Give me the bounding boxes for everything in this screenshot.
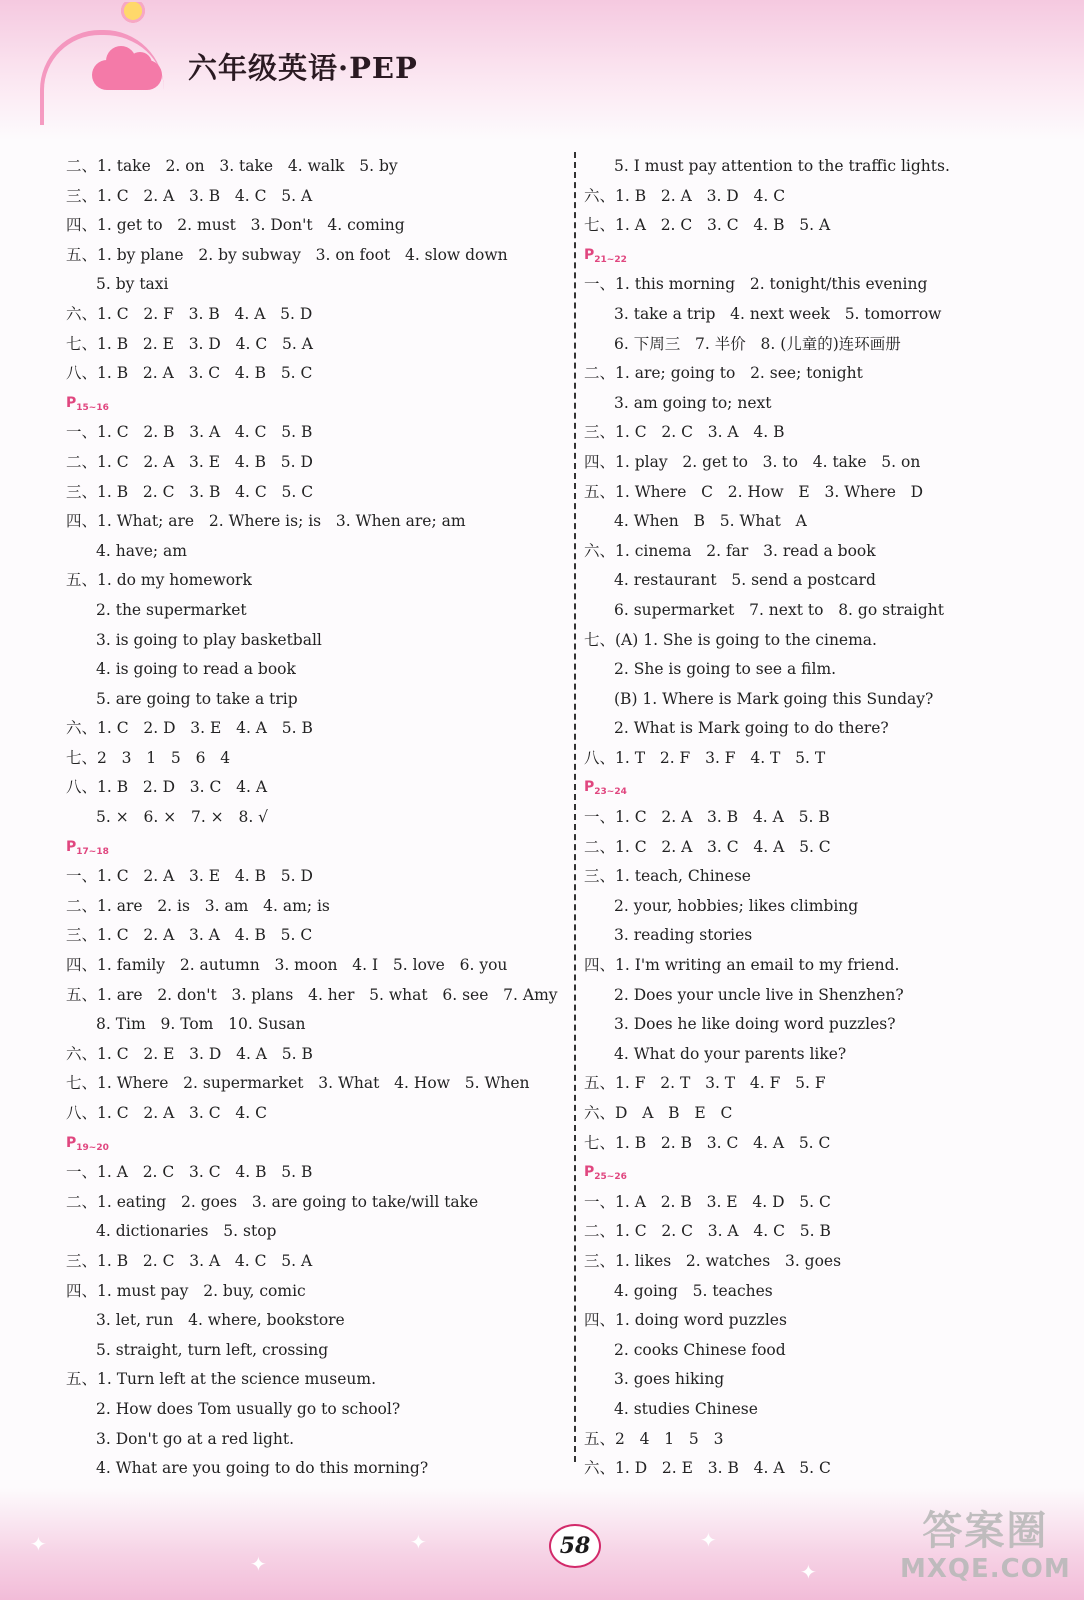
page-number: 58 <box>549 1524 601 1568</box>
answer-line: 4. studies Chinese <box>614 1399 758 1418</box>
answer-line: 3. reading stories <box>614 926 753 945</box>
answer-line: 2. Does your uncle live in Shenzhen? <box>614 985 904 1004</box>
watermark-logo <box>900 1508 1071 1584</box>
page-reference-marker: $P_{23\sim 24}$ <box>584 779 627 798</box>
answer-line: 五、1. Turn left at the science museum. <box>66 1370 377 1389</box>
answer-line: 四、1. I'm writing an email to my friend. <box>584 956 900 975</box>
answer-line: 6. 下周三 7. 半价 8. (儿童的)连环画册 <box>614 334 901 353</box>
answer-line: 六、1. C 2. E 3. D 4. A 5. B <box>66 1044 313 1063</box>
answer-line: 一、1. C 2. A 3. B 4. A 5. B <box>584 808 830 827</box>
sparkle-icon: ✦ <box>800 1560 817 1584</box>
answer-line: 四、1. family 2. autumn 3. moon 4. I 5. love 6. you <box>66 956 508 975</box>
column-divider <box>574 152 576 1462</box>
answer-line: 一、1. A 2. B 3. E 4. D 5. C <box>584 1192 831 1211</box>
answer-line: 四、1. must pay 2. buy, comic <box>66 1281 306 1300</box>
answer-line: 五、1. F 2. T 3. T 4. F 5. F <box>584 1074 826 1093</box>
watermark-text: 答案圈 <box>922 1508 1049 1554</box>
watermark-url: MXQE.COM <box>900 1554 1071 1584</box>
answer-line: 一、1. C 2. B 3. A 4. C 5. B <box>66 423 313 442</box>
answer-line: 五、1. by plane 2. by subway 3. on foot 4. slow down <box>66 245 508 264</box>
answer-line: 3. is going to play basketball <box>96 630 322 649</box>
answer-line: 5. I must pay attention to the traffic lights. <box>614 157 950 175</box>
answer-line: 八、1. C 2. A 3. C 4. C <box>66 1104 267 1122</box>
answer-line: 四、1. What; are 2. Where is; is 3. When are; am <box>66 512 466 531</box>
answer-line: 三、1. B 2. C 3. B 4. C 5. C <box>66 482 314 501</box>
answer-line: 二、1. C 2. A 3. E 4. B 5. D <box>66 452 313 471</box>
answer-line: 六、1. C 2. D 3. E 4. A 5. B <box>66 719 313 738</box>
answer-line: 六、D A B E C <box>584 1104 733 1122</box>
answer-line: 5. are going to take a trip <box>96 689 298 708</box>
answer-line: 4. What do your parents like? <box>614 1044 847 1063</box>
answer-line: 二、1. C 2. A 3. C 4. A 5. C <box>584 837 831 856</box>
answer-line: 5. × 6. × 7. × 8. √ <box>96 808 269 827</box>
answer-line: 2. your, hobbies; likes climbing <box>614 896 859 915</box>
answer-line: 七、1. B 2. E 3. D 4. C 5. A <box>66 334 313 353</box>
answer-line: 五、1. do my homework <box>66 571 252 590</box>
answer-line: 二、1. are 2. is 3. am 4. am; is <box>66 896 330 915</box>
answer-line: 3. Don't go at a red light. <box>96 1429 295 1448</box>
sparkle-icon: ✦ <box>700 1528 717 1552</box>
answer-line: 五、1. are 2. don't 3. plans 4. her 5. what 6. see 7. Amy <box>66 985 558 1004</box>
answer-column-right <box>584 152 1054 1484</box>
sparkle-icon: ✦ <box>410 1530 427 1554</box>
answer-line: 三、1. C 2. C 3. A 4. B <box>584 423 785 442</box>
answer-line: 2. She is going to see a film. <box>614 660 837 679</box>
answer-line: 4. What are you going to do this morning? <box>96 1459 429 1478</box>
answer-line: 八、1. B 2. D 3. C 4. A <box>66 778 268 797</box>
answer-line: 2. What is Mark going to do there? <box>614 719 889 738</box>
answer-line: 三、1. C 2. A 3. B 4. C 5. A <box>66 186 313 205</box>
answer-line: 4. have; am <box>96 541 187 560</box>
answer-line: 三、1. B 2. C 3. A 4. C 5. A <box>66 1251 313 1270</box>
answer-line: 一、1. this morning 2. tonight/this evening <box>584 275 928 294</box>
answer-line: 一、1. A 2. C 3. C 4. B 5. B <box>66 1163 313 1182</box>
answer-line: 2. How does Tom usually go to school? <box>96 1399 401 1418</box>
answer-line: 七、(A) 1. She is going to the cinema. <box>584 630 877 649</box>
answer-line: 四、1. get to 2. must 3. Don't 4. coming <box>66 216 405 235</box>
answer-line: 七、1. Where 2. supermarket 3. What 4. How 5. When <box>66 1074 530 1093</box>
sparkle-icon: ✦ <box>250 1552 267 1576</box>
answer-line: 二、1. eating 2. goes 3. are going to take/will take <box>66 1192 479 1211</box>
answer-line: 六、1. B 2. A 3. D 4. C <box>584 186 786 205</box>
answer-line: 二、1. are; going to 2. see; tonight <box>584 364 863 383</box>
answer-line: 二、1. C 2. C 3. A 4. C 5. B <box>584 1222 831 1241</box>
page-reference-marker: $P_{21\sim 22}$ <box>584 246 627 265</box>
page-reference-marker: $P_{17\sim 18}$ <box>66 838 109 857</box>
answer-line: 三、1. teach, Chinese <box>584 867 751 886</box>
answer-line: 七、2 3 1 5 6 4 <box>66 748 231 767</box>
answer-line: 3. take a trip 4. next week 5. tomorrow <box>614 304 942 323</box>
answer-line: 六、1. C 2. F 3. B 4. A 5. D <box>66 304 313 323</box>
sun-icon <box>118 2 148 24</box>
page-reference-marker: $P_{25\sim 26}$ <box>584 1164 627 1183</box>
answer-line: 3. am going to; next <box>614 393 772 412</box>
answer-line: 二、1. take 2. on 3. take 4. walk 5. by <box>66 157 398 175</box>
answer-line: 3. goes hiking <box>614 1370 725 1389</box>
answer-line: (B) 1. Where is Mark going this Sunday? <box>614 689 934 708</box>
page-reference-marker: $P_{15\sim 16}$ <box>66 394 109 413</box>
answer-line: 三、1. C 2. A 3. A 4. B 5. C <box>66 926 313 945</box>
answer-line: 8. Tim 9. Tom 10. Susan <box>96 1015 306 1034</box>
answer-line: 5. by taxi <box>96 275 169 294</box>
cloud-icon <box>92 60 162 90</box>
answer-line: 4. going 5. teaches <box>614 1281 773 1300</box>
answer-line: 六、1. cinema 2. far 3. read a book <box>584 541 876 560</box>
answer-line: 四、1. doing word puzzles <box>584 1311 787 1330</box>
answer-line: 五、1. Where C 2. How E 3. Where D <box>584 482 924 501</box>
answer-line: 3. let, run 4. where, bookstore <box>96 1311 345 1330</box>
answer-line: 七、1. A 2. C 3. C 4. B 5. A <box>584 216 831 235</box>
answer-line: 5. straight, turn left, crossing <box>96 1340 329 1359</box>
answer-line: 4. is going to read a book <box>96 660 296 679</box>
answer-line: 一、1. C 2. A 3. E 4. B 5. D <box>66 867 313 886</box>
answer-line: 六、1. D 2. E 3. B 4. A 5. C <box>584 1459 831 1478</box>
answer-line: 四、1. play 2. get to 3. to 4. take 5. on <box>584 452 921 471</box>
answer-line: 三、1. likes 2. watches 3. goes <box>584 1251 842 1270</box>
answer-line: 4. When B 5. What A <box>614 512 807 531</box>
answer-line: 2. cooks Chinese food <box>614 1340 786 1359</box>
answer-line: 七、1. B 2. B 3. C 4. A 5. C <box>584 1133 831 1152</box>
answer-line: 五、2 4 1 5 3 <box>584 1429 724 1448</box>
answer-line: 6. supermarket 7. next to 8. go straight <box>614 600 945 619</box>
book-title: 六年级英语·PEP <box>188 51 418 85</box>
answer-line: 八、1. B 2. A 3. C 4. B 5. C <box>66 364 313 383</box>
page-reference-marker: $P_{19\sim 20}$ <box>66 1134 109 1153</box>
answer-line: 4. dictionaries 5. stop <box>96 1222 277 1241</box>
answer-line: 3. Does he like doing word puzzles? <box>614 1015 896 1034</box>
answer-column-left <box>66 152 556 1484</box>
answer-line: 4. restaurant 5. send a postcard <box>614 571 876 590</box>
sparkle-icon: ✦ <box>30 1532 47 1556</box>
answer-line: 2. the supermarket <box>96 600 247 619</box>
answer-line: 八、1. T 2. F 3. F 4. T 5. T <box>584 748 826 767</box>
